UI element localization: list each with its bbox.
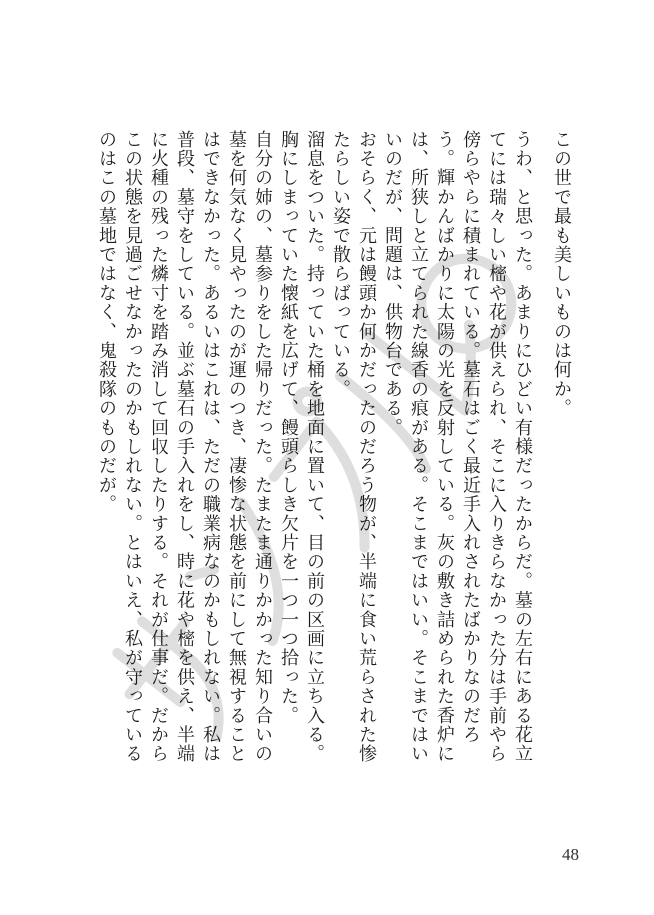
paragraph: 自分の姉の、墓参りをした帰りだった。たまたま通りかかった知り合いの墓を何気なく見やったのが運のつき、凄惨な状態を前にして無視することはできなかった。あるいはこれは、ただの職業病なのかもしれない。私は普段、墓守をしている。並ぶ墓石の手入れをし、時に花や樒を供え、半端に火種の残った燐寸を踏み消して回収したりする。それが仕事だ。だからこの状態を見過ごせなかったのかもしれない。とはいえ、私が守っているのはこの墓地ではなく、鬼殺隊のものだが。 [96,130,273,764]
paragraph: 溜息をついた。持っていた桶を地面に置いて、目の前の区画に立ち入る。胸にしまっていた懐紙を広げて、饅頭らしき欠片を一つ一つ拾った。 [278,130,325,764]
page-number: 48 [562,845,579,864]
opening-line: この世で最も美しいものは何か。 [551,130,572,418]
paragraph: うわ、と思った。あまりにひどい有様だったからだ。墓の左右にある花立てには瑞々しい樒や花が供えられ、そこに入りきらなかった分は手前やら傍らやらに積まれている。墓石はごく最近手入れされたばかりなのだろう。輝かんばかりに太陽の光を反射している。灰の敷き詰められた香炉には、所狭しと立てられた線香の痕がある。そこまではいい。そこまではいいのだが、問題は、供物台である。 [382,130,533,764]
paragraph: おそらく、元は饅頭か何かだったのだろう物が、半端に食い荒らされた惨たらしい姿で散らばっている。 [330,130,377,764]
vertical-text-block [54,130,574,770]
